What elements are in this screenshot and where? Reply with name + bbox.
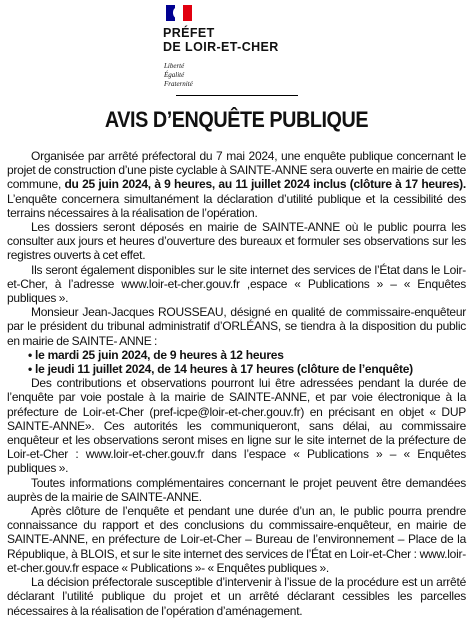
paragraph-8: La décision préfectorale susceptible d’intervenir à l’issue de la procédure est un arrêté déclarant l’utilité publique du projet et un arrêté déclarant cessibles les parcelles nécessaires à la réalisation de l’opération d’aménagement. (7, 575, 466, 618)
logo-line-1: PRÉFET (163, 26, 215, 40)
permanence-item: • le jeudi 11 juillet 2024, de 14 heures à 17 heures (clôture de l’enquête) (7, 362, 466, 376)
notice-title: AVIS D’ENQUÊTE PUBLIQUE (104, 107, 369, 132)
motto-fraternite: Fraternité (164, 80, 193, 88)
paragraph-2: Les dossiers seront déposés en mairie de SAINTE-ANNE où le public pourra les consulter aux jours et heures d’ouverture des bureaux et formuler ses observations sur les registres ouverts à cet effet. (7, 220, 466, 263)
motto-egalite: Égalité (164, 71, 185, 79)
paragraph-3: Ils seront également disponibles sur le site internet des services de l’État dans le Loir-et-Cher, à l’adresse www.loir-et-cher.gouv.fr ,espace « Publications » – « Enquêtes publiques ». (7, 262, 466, 306)
paragraph-7: Après clôture de l’enquête et pendant une durée d’un an, le public pourra prendre connaissance du rapport et des conclusions du commissaire-enquêteur, en mairie de SAINTE-ANNE, en préfecture de Loir-et-Cher – Bureau de l’environnement – Place de la République, à BLOIS, et sur le site internet des services de l’État en Loir-et-Cher : www.loir-et-cher.gouv.fr espace « Publications »- « Enquêtes publiques ». (7, 504, 466, 575)
prefecture-logo (161, 5, 279, 95)
paragraph-1: Organisée par arrêté préfectoral du 7 mai 2024, une enquête publique concernant le projet de construction d’une piste cyclable à SAINTE-ANNE sera ouverte en mairie de cette commune, du 25 juin 2024, à 9 heures, au 11 juillet 2024 inclus (clôture à 17 heures). L’enquête concernera simultanément la déclaration d’utilité publique et la cessibilité des terrains nécessaires à la réalisation de l’opération. (7, 149, 467, 220)
paragraph-6: Toutes informations complémentaires concernant le projet peuvent être demandées auprès de la mairie de SAINTE-ANNE. (7, 475, 466, 504)
permanence-item: • le mardi 25 juin 2024, de 9 heures à 12 heures (7, 348, 466, 362)
logo-line-2: DE LOIR-ET-CHER (163, 40, 279, 54)
paragraph-5: Des contributions et observations pourront lui être adressées pendant la durée de l’enquête par voie postale à la mairie de SAINTE-ANNE, et par voie électronique à la préfecture de Loir-et-Cher (pref-icpe@loir-et-cher.gouv.fr) en précisant en objet « DUP SAINTE-ANNE». Ces autorités les communiqueront, sans délai, au commissaire enquêteur et les observations seront mises en ligne sur le site internet de la préfecture de Loir-et-Cher : www.loir-et-cher.gouv.fr dans l’espace « Publications » – « Enquêtes publiques ». (7, 376, 466, 476)
notice-body (7, 149, 466, 618)
permanence-list (7, 348, 466, 376)
title-divider (176, 95, 298, 96)
paragraph-4: Monsieur Jean-Jacques ROUSSEAU, désigné en qualité de commissaire-enquêteur par le président du tribunal administratif d’ORLÉANS, se tiendra à la disposition du public en mairie de SAINTE- ANNE : (7, 305, 466, 348)
marianne-flag-icon (166, 5, 192, 21)
motto-liberte: Liberté (164, 62, 185, 70)
